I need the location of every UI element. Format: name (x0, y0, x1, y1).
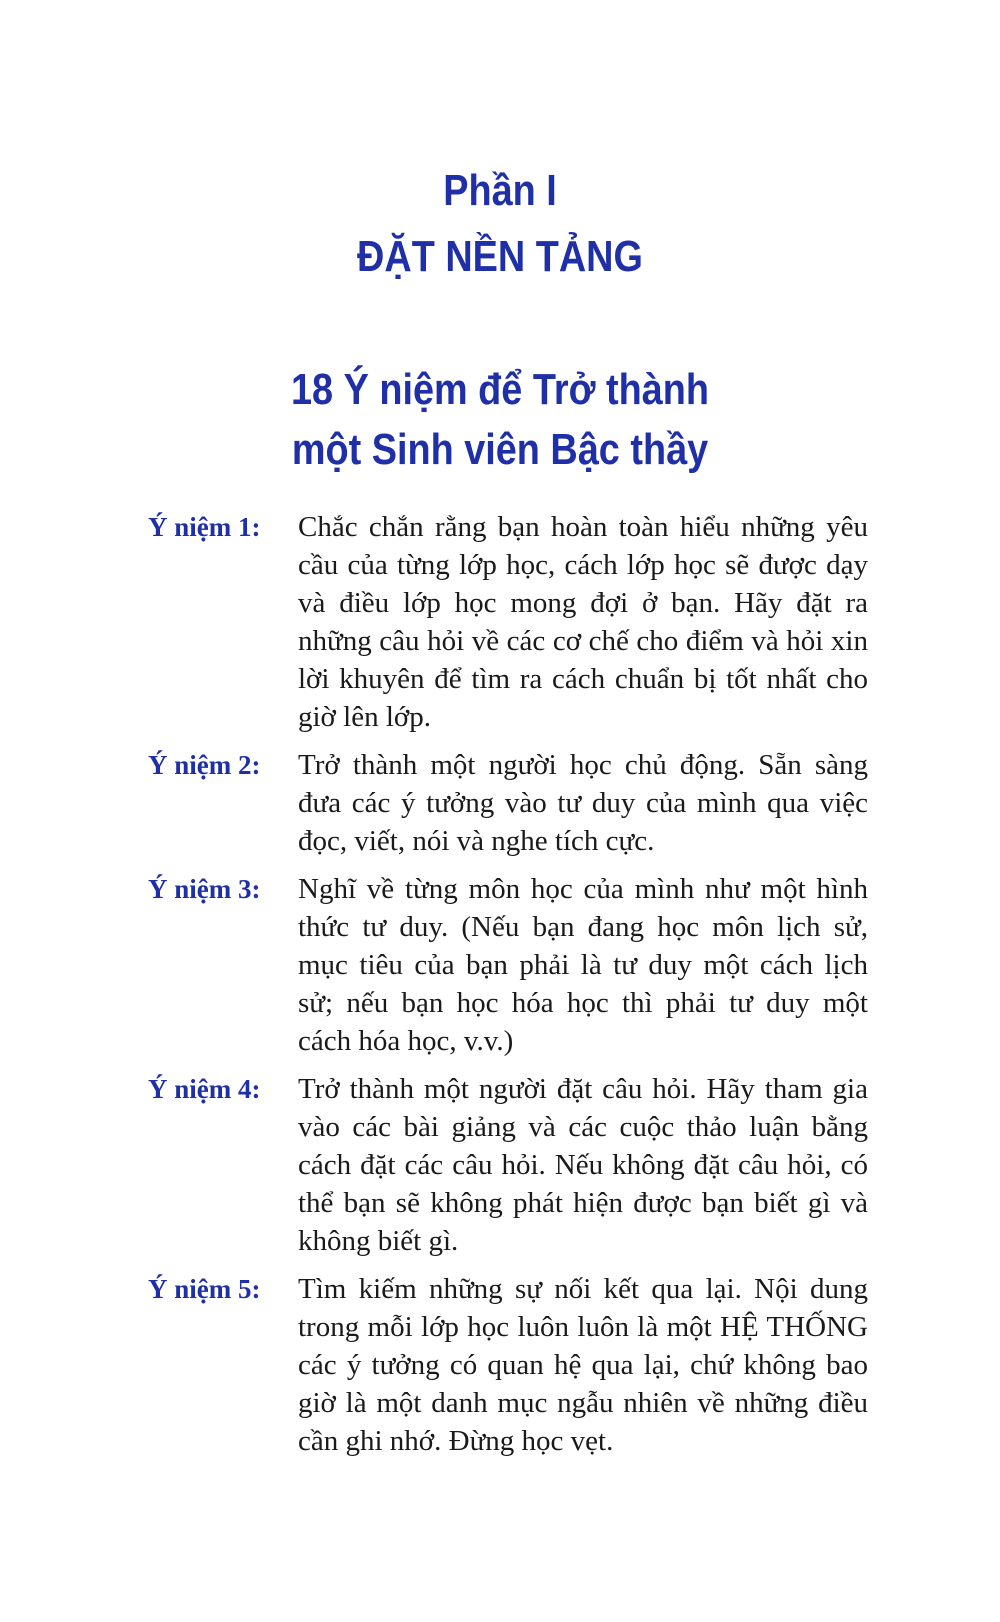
idea-label: Ý niệm 3: (148, 874, 261, 904)
idea-label: Ý niệm 4: (148, 1074, 261, 1104)
part-title: ĐẶT NỀN TẢNG (357, 232, 643, 281)
section-title-line-2: một Sinh viên Bậc thầy (291, 425, 709, 474)
idea-item (148, 746, 868, 860)
idea-text: Trở thành một người học chủ động. Sẵn sàng đưa các ý tưởng vào tư duy của mình qua việc đọc, viết, nói và nghe tích cực. (298, 749, 868, 857)
idea-text: Tìm kiếm những sự nối kết qua lại. Nội dung trong mỗi lớp học luôn luôn là một HỆ THỐNG các ý tưởng có quan hệ qua lại, chứ không bao giờ là một danh mục ngẫu nhiên về những điều cần ghi nhớ. Đừng học vẹt. (298, 1273, 868, 1457)
idea-item (148, 508, 868, 736)
part-number: Phần I (443, 166, 557, 215)
idea-text: Trở thành một người đặt câu hỏi. Hãy tham gia vào các bài giảng và các cuộc thảo luận bằng cách đặt các câu hỏi. Nếu không đặt câu hỏi, có thể bạn sẽ không phát hiện được bạn biết gì và không biết gì. (298, 1073, 868, 1257)
idea-text: Chắc chắn rằng bạn hoàn toàn hiểu những yêu cầu của từng lớp học, cách lớp học sẽ được dạy và điều lớp học mong đợi ở bạn. Hãy đặt ra những câu hỏi về các cơ chế cho điểm và hỏi xin lời khuyên để tìm ra cách chuẩn bị tốt nhất cho giờ lên lớp. (298, 511, 868, 733)
section-title (70, 360, 930, 480)
idea-text: Nghĩ về từng môn học của mình như một hình thức tư duy. (Nếu bạn đang học môn lịch sử, mục tiêu của bạn phải là tư duy một cách lịch sử; nếu bạn học hóa học thì phải tư duy một cách hóa học, v.v.) (298, 873, 868, 1057)
idea-item (148, 1070, 868, 1260)
idea-item (148, 870, 868, 1060)
idea-label: Ý niệm 2: (148, 750, 261, 780)
part-header (70, 158, 930, 290)
idea-label: Ý niệm 1: (148, 512, 261, 542)
ideas-list (148, 508, 868, 1470)
idea-item (148, 1270, 868, 1460)
section-title-line-1: 18 Ý niệm để Trở thành (290, 365, 710, 414)
idea-label: Ý niệm 5: (148, 1274, 261, 1304)
